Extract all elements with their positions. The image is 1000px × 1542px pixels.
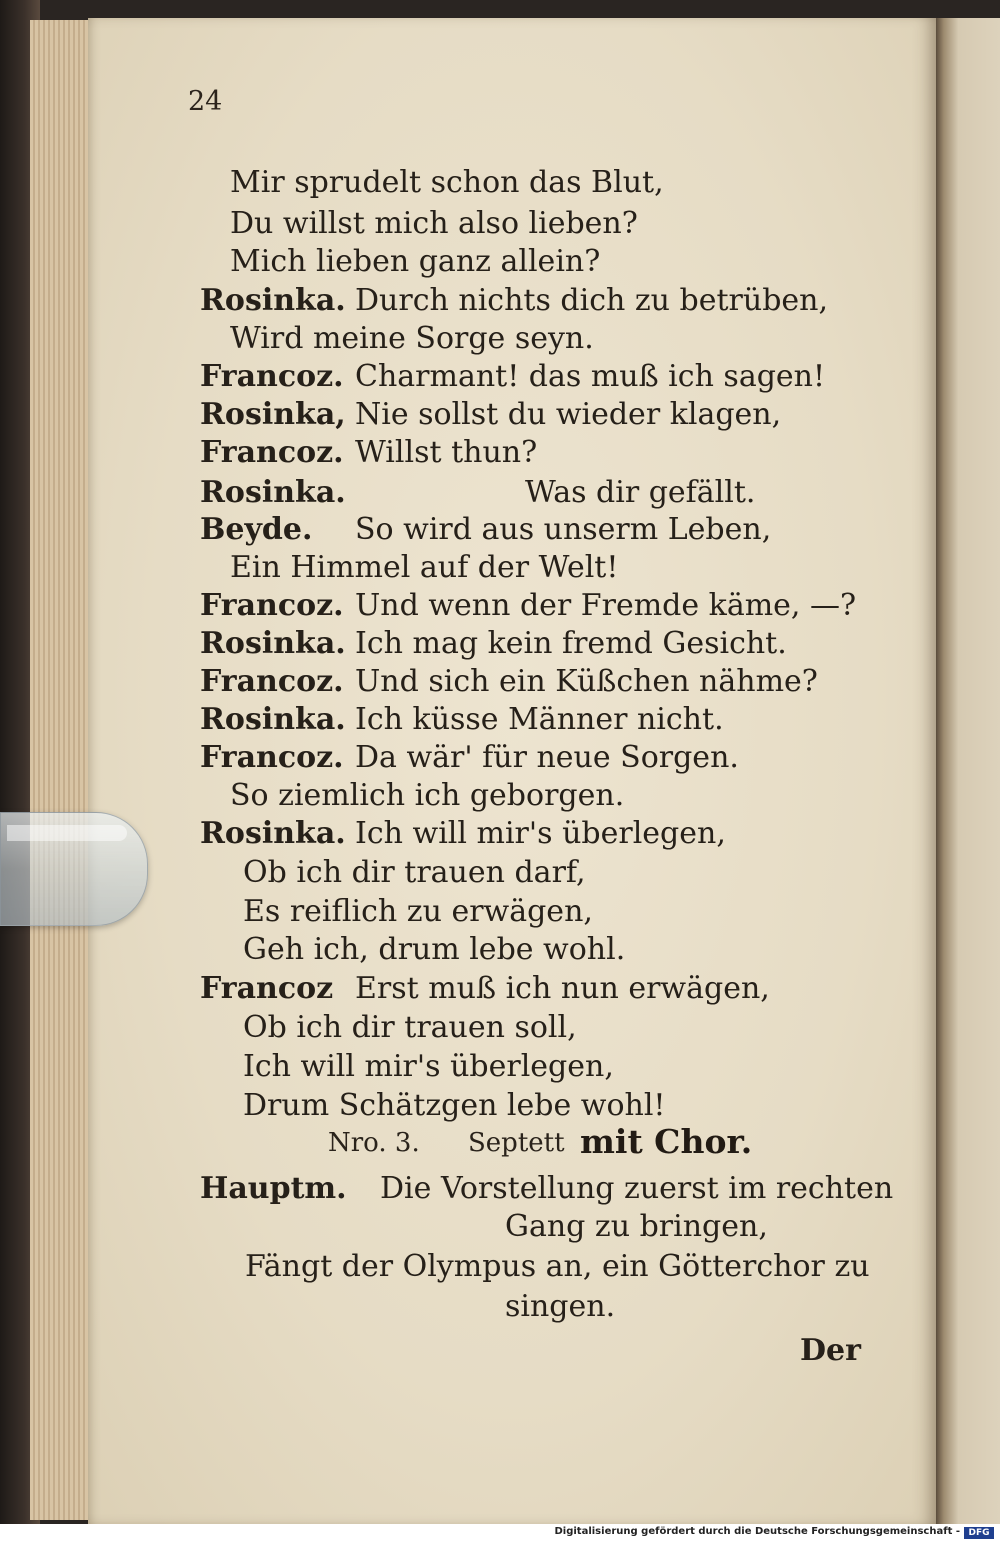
dialogue-text: Was dir gefällt.: [525, 475, 756, 510]
dialogue-text: Mich lieben ganz allein?: [230, 244, 601, 279]
speaker-name: Beyde.: [200, 512, 313, 547]
speaker-name: Rosinka.: [200, 283, 346, 318]
page-stack-edge: [30, 20, 93, 1520]
speaker-name: Francoz.: [200, 359, 344, 394]
speaker-name: Francoz: [200, 971, 334, 1006]
page-clip: [0, 812, 148, 926]
dialogue-text: Und sich ein Küßchen nähme?: [355, 664, 818, 699]
footer-credit: Digitalisierung gefördert durch die Deutsche Forschungsgemeinschaft -: [554, 1526, 960, 1537]
dialogue-text: Ob ich dir trauen darf,: [243, 855, 586, 890]
speaker-name: Francoz.: [200, 664, 344, 699]
speaker-name: Rosinka.: [200, 816, 346, 851]
dialogue-text: Ich will mir's überlegen,: [355, 816, 726, 851]
dialogue-text: Da wär' für neue Sorgen.: [355, 740, 739, 775]
speaker-name: Francoz.: [200, 435, 344, 470]
speaker-name: Rosinka.: [200, 626, 346, 661]
dialogue-text: Wird meine Sorge seyn.: [230, 321, 594, 356]
dialogue-text: Die Vorstellung zuerst im rechten: [380, 1171, 894, 1206]
dialogue-text: Ich mag kein fremd Gesicht.: [355, 626, 787, 661]
dialogue-text: Charmant! das muß ich sagen!: [355, 359, 826, 394]
dialogue-text: Ob ich dir trauen soll,: [243, 1010, 577, 1045]
speaker-name: Rosinka.: [200, 475, 346, 510]
section-number-label: Nro. 3.: [328, 1128, 420, 1158]
section-type-label: Septett: [467, 1128, 565, 1158]
dialogue-text: Ein Himmel auf der Welt!: [230, 550, 619, 585]
clip-highlight: [7, 825, 127, 841]
speaker-name: Rosinka,: [200, 397, 346, 432]
dialogue-text: singen.: [505, 1289, 616, 1324]
section-number: [328, 1128, 565, 1158]
speaker-name: Francoz.: [200, 588, 344, 623]
dialogue-text: Nie sollst du wieder klagen,: [355, 397, 782, 432]
dialogue-text: Du willst mich also lieben?: [230, 206, 638, 241]
speaker-name: Hauptm.: [200, 1171, 347, 1206]
dialogue-text: Ich will mir's überlegen,: [243, 1049, 614, 1084]
dialogue-text: Geh ich, drum lebe wohl.: [243, 932, 626, 967]
dialogue-text: So ziemlich ich geborgen.: [230, 778, 625, 813]
dialogue-text: Fängt der Olympus an, ein Götterchor zu: [245, 1249, 870, 1284]
dialogue-text: So wird aus unserm Leben,: [355, 512, 772, 547]
dialogue-text: Mir sprudelt schon das Blut,: [230, 165, 664, 200]
section-title: mit Chor.: [580, 1122, 753, 1161]
dialogue-text: Willst thun?: [355, 435, 538, 470]
dfg-logo: DFG: [964, 1527, 994, 1539]
dialogue-text: Es reiflich zu erwägen,: [243, 894, 593, 929]
dialogue-text: Ich küsse Männer nicht.: [355, 702, 724, 737]
dialogue-text: Gang zu bringen,: [505, 1209, 768, 1244]
dialogue-text: Erst muß ich nun erwägen,: [355, 971, 770, 1006]
dialogue-text: Und wenn der Fremde käme, —?: [355, 588, 857, 623]
facing-page-edge: [936, 18, 1000, 1524]
dialogue-text: Durch nichts dich zu betrüben,: [355, 283, 829, 318]
page-number: 24: [188, 86, 223, 117]
speaker-name: Rosinka.: [200, 702, 346, 737]
speaker-name: Francoz.: [200, 740, 344, 775]
catchword: Der: [800, 1333, 861, 1368]
dialogue-text: Drum Schätzgen lebe wohl!: [243, 1088, 666, 1123]
